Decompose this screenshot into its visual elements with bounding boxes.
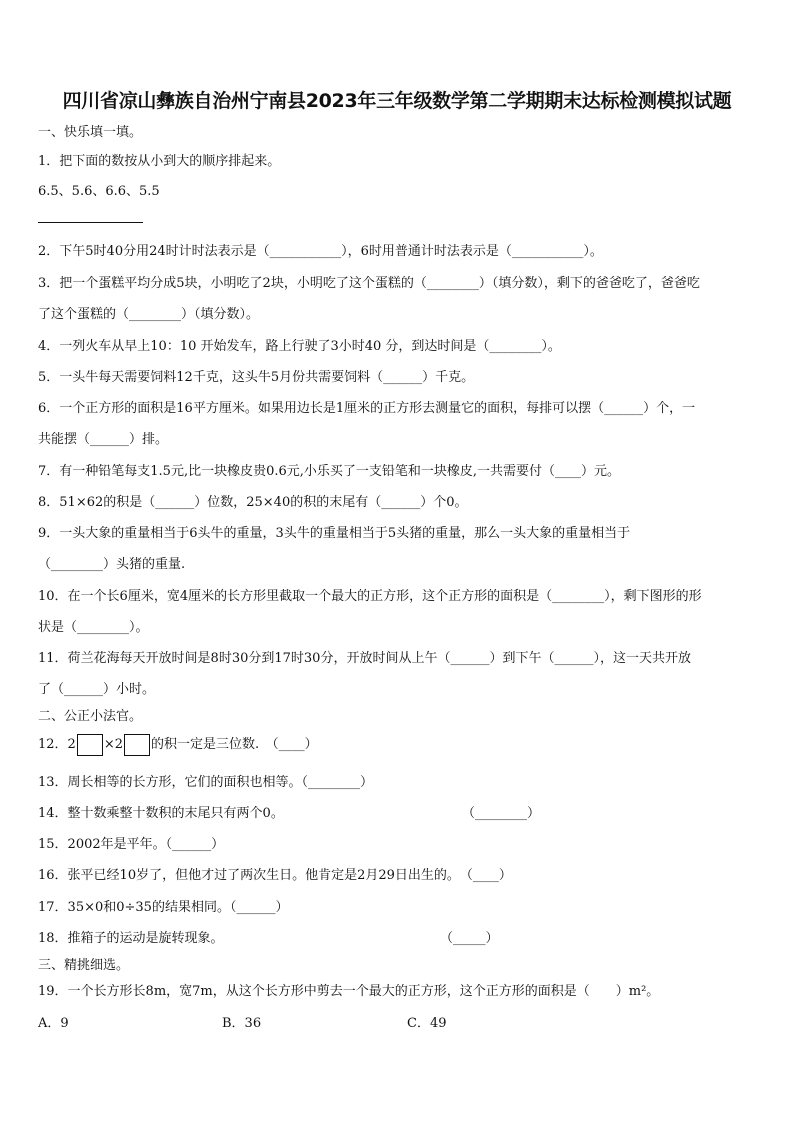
question-5: 5．一头牛每天需要饲料12千克，这头牛5月份共需要饲料（______）千克。 xyxy=(38,370,475,385)
digit-box xyxy=(124,734,150,756)
question-14: 14．整十数乘整十数积的末尾只有两个0。 xyxy=(38,806,284,821)
question-9-cont: （________）头猪的重量. xyxy=(38,557,186,572)
question-19: 19．一个长方形长8m，宽7m，从这个长方形中剪去一个最大的正方形，这个正方形的面积是（ ）m²。 xyxy=(38,984,660,999)
question-4: 4．一列火车从早上10：10 开始发车，路上行驶了3小时40 分，到达时间是（________）。 xyxy=(38,339,561,354)
question-13: 13．周长相等的长方形，它们的面积也相等。（________） xyxy=(38,775,374,790)
question-10-cont: 状是（________）。 xyxy=(38,620,149,635)
question-12-suffix: 的积一定是三位数. （____） xyxy=(151,737,318,752)
question-18-blank: （_____） xyxy=(440,931,499,946)
question-14-blank: （________） xyxy=(462,806,541,821)
section-heading-2: 二、公正小法官。 xyxy=(38,709,143,724)
question-17: 17．35×0和0÷35的结果相同。（______） xyxy=(38,900,289,915)
digit-box xyxy=(77,734,103,756)
answer-line xyxy=(38,222,143,223)
question-6-cont: 共能摆（______）排。 xyxy=(38,432,169,447)
question-8: 8．51×62的积是（______）位数，25×40的积的末尾有（______）个0。 xyxy=(38,495,468,510)
question-9: 9．一头大象的重量相当于6头牛的重量，3头牛的重量相当于5头猪的重量，那么一头大象的重量相当于 xyxy=(38,526,631,541)
option-a: A．9 xyxy=(38,1016,69,1031)
question-11: 11．荷兰花海每天开放时间是8时30分到17时30分，开放时间从上午（______）到下午（______），这一天共开放 xyxy=(38,651,691,666)
question-2: 2．下午5时40分用24时计时法表示是（___________），6时用普通计时法表示是（___________）。 xyxy=(38,244,603,259)
option-b: B．36 xyxy=(222,1016,262,1031)
question-3: 3．把一个蛋糕平均分成5块，小明吃了2块，小明吃了这个蛋糕的（________）（填分数），剩下的爸爸吃了，爸爸吃 xyxy=(38,276,700,291)
question-12-prefix: 12．2 xyxy=(38,737,76,752)
question-3-cont: 了这个蛋糕的（________）（填分数）。 xyxy=(38,307,260,322)
section-heading-1: 一、快乐填一填。 xyxy=(38,125,143,140)
page-title: 四川省凉山彝族自治州宁南县2023年三年级数学第二学期期末达标检测模拟试题 xyxy=(62,90,732,112)
question-12 xyxy=(38,733,768,756)
question-6: 6．一个正方形的面积是16平方厘米。如果用边长是1厘米的正方形去测量它的面积，每排可以摆（______）个，一 xyxy=(38,401,696,416)
section-heading-3: 三、精挑细选。 xyxy=(38,958,130,973)
question-18: 18．推箱子的运动是旋转现象。 xyxy=(38,931,224,946)
question-16: 16．张平已经10岁了，但他才过了两次生日。他肯定是2月29日出生的。 （____） xyxy=(38,868,512,883)
question-11-cont: 了（______）小时。 xyxy=(38,682,156,697)
option-c: C．49 xyxy=(407,1016,447,1031)
question-1-numbers: 6.5、5.6、6.6、5.5 xyxy=(38,184,160,199)
question-1: 1．把下面的数按从小到大的顺序排起来。 xyxy=(38,154,281,169)
question-12-mid: ×2 xyxy=(103,737,123,752)
question-15: 15．2002年是平年。（______） xyxy=(38,837,225,852)
question-7: 7．有一种铅笔每支1.5元,比一块橡皮贵0.6元,小乐买了一支铅笔和一块橡皮,一共需要付（____）元。 xyxy=(38,464,621,479)
question-10: 10．在一个长6厘米，宽4厘米的长方形里截取一个最大的正方形，这个正方形的面积是（________），剩下图形的形 xyxy=(38,589,702,604)
